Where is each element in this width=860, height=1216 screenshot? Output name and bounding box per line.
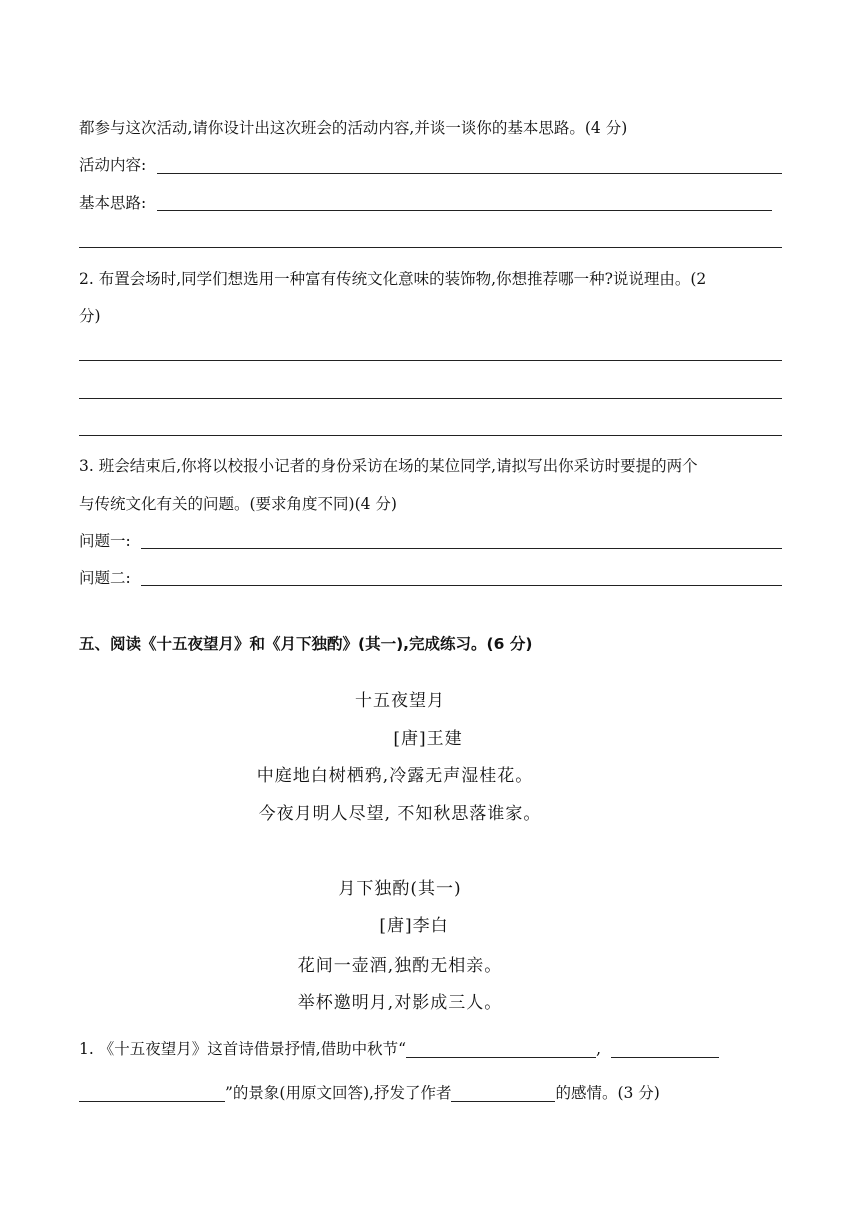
q5-1-blank-2[interactable] — [611, 1041, 719, 1058]
poem2-line2: 举杯邀明月,对影成三人。 — [297, 993, 503, 1013]
activity-content-answer-line[interactable] — [157, 173, 782, 174]
poem1-author: [唐]王建 — [393, 729, 463, 749]
activity-content-label: 活动内容: — [79, 156, 147, 174]
question-one-answer-line[interactable] — [141, 548, 782, 549]
q3-text-line1: 3. 班会结束后,你将以校报小记者的身份采访在场的某位同学,请拟写出你采访时要提的两个 — [79, 457, 698, 475]
q5-1-blank-3[interactable] — [451, 1085, 555, 1102]
q5-1-mid: ”的景象(用原文回答),抒发了作者 — [225, 1084, 452, 1102]
q2-answer-line-3[interactable] — [79, 435, 782, 436]
q5-1-comma: , — [596, 1040, 602, 1058]
poem2-line1: 花间一壶酒,独酌无相亲。 — [297, 956, 503, 976]
poem2-author: [唐]李白 — [379, 916, 449, 936]
q5-1-line2 — [79, 1083, 782, 1103]
q5-1-prefix: 1. 《十五夜望月》这首诗借景抒情,借助中秋节“ — [79, 1040, 407, 1058]
q5-1-suffix: 的感情。(3 分) — [555, 1084, 660, 1102]
question-one-label: 问题一: — [79, 532, 131, 550]
q2-text-line1: 2. 布置会场时,同学们想选用一种富有传统文化意味的装饰物,你想推荐哪一种?说说理由。(2 — [79, 270, 707, 288]
q1-instruction: 都参与这次活动,请你设计出这次班会的活动内容,并谈一谈你的基本思路。(4 分) — [79, 119, 628, 137]
q3-text-line2: 与传统文化有关的问题。(要求角度不同)(4 分) — [79, 495, 397, 513]
q2-answer-line-1[interactable] — [79, 360, 782, 361]
activity-content-row — [79, 155, 782, 175]
question-two-label: 问题二: — [79, 569, 131, 587]
q5-1-blank-2-continued[interactable] — [79, 1085, 225, 1102]
q2-text-line2: 分) — [79, 307, 101, 325]
section-five-heading: 五、阅读《十五夜望月》和《月下独酌》(其一),完成练习。(6 分) — [79, 635, 533, 653]
q2-answer-line-2[interactable] — [79, 398, 782, 399]
basic-thinking-label: 基本思路: — [79, 194, 147, 212]
question-two-answer-line[interactable] — [141, 585, 782, 586]
poem1-line1: 中庭地白树栖鸦,冷露无声湿桂花。 — [256, 766, 534, 786]
poem2-title: 月下独酌(其一) — [338, 879, 462, 899]
q5-1-line1 — [79, 1039, 782, 1059]
basic-thinking-answer-line-2[interactable] — [79, 247, 782, 248]
basic-thinking-answer-line[interactable] — [157, 210, 772, 211]
poem1-line2: 今夜月明人尽望, 不知秋思落谁家。 — [258, 804, 542, 824]
poem1-title: 十五夜望月 — [355, 691, 445, 711]
q5-1-blank-1[interactable] — [406, 1041, 596, 1058]
